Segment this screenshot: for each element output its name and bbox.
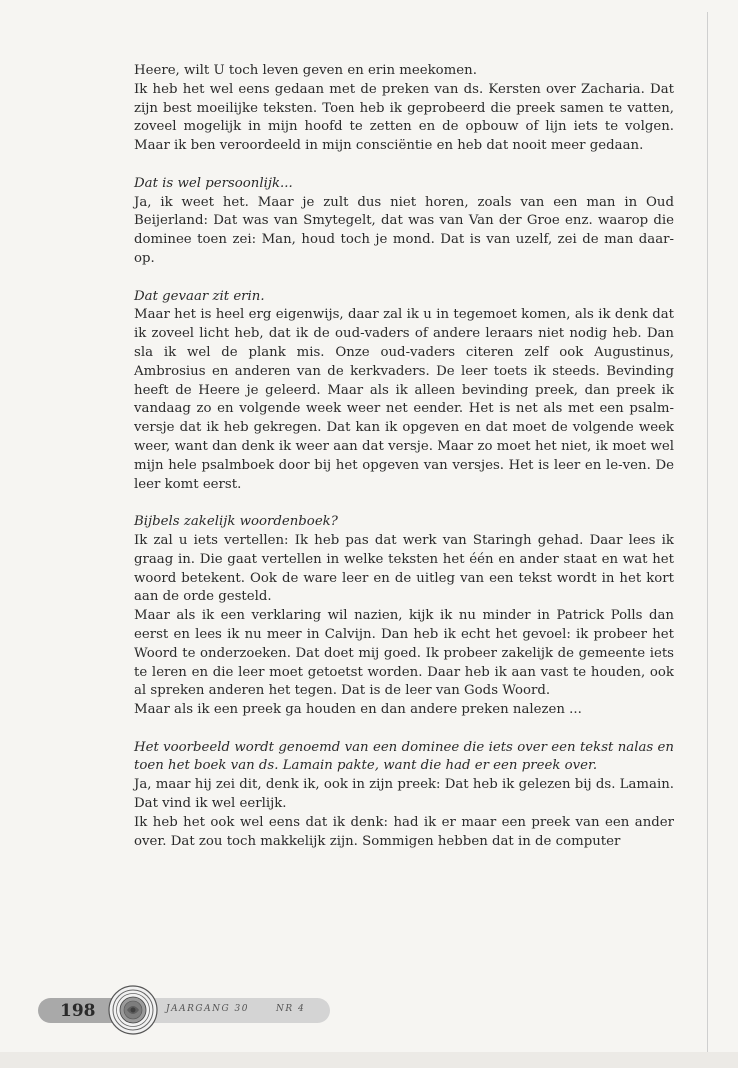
interview-answer: Maar als ik een verklaring wil nazien, kijk ik nu minder in Patrick Polls dan eerst en lees ik nu meer in Calvijn. Dan heb ik echt het gevoel: ik probeer het Woord te onderzoeken. Dat doet mij goed. Ik probeer zakelijk de gemeente iets te leren en die leer moet getoetst worden. Daar heb ik aan vast te houden, ook al spreken anderen het tegen. Dat is de leer van Gods Woord. — [134, 608, 674, 699]
interview-question: Bijbels zakelijk woordenboek? — [134, 514, 338, 530]
interview-answer: Ik zal u iets vertellen: Ik heb pas dat werk van Staringh gehad. Daar lees ik graag in. Die gaat vertellen in welke teksten het één en ander staat en wat het woord betekent. Ook de ware leer en de uitleg van een tekst wordt in het kort aan de orde gesteld. — [134, 532, 674, 605]
journal-issue-label: NR 4 — [276, 1004, 306, 1014]
interview-question: Dat is wel persoonlijk... — [134, 175, 293, 191]
interview-answer: Ja, maar hij zei dit, denk ik, ook in zijn preek: Dat heb ik gelezen bij ds. Lamain. Dat vind ik wel eerlijk. — [134, 777, 674, 812]
journal-seal-icon — [108, 985, 158, 1035]
paragraph: Ik heb het wel eens gedaan met de preken van ds. Kersten over Zacharia. Dat zijn best moeilijke teksten. Toen heb ik geprobeerd die preek samen te vatten, zoveel mogelijk in mijn hoofd te zetten en de opbouw of lijn iets te volgen. Maar ik ben veroordeeld in mijn consciëntie en heb dat nooit meer gedaan. — [134, 81, 674, 154]
journal-volume-label: JAARGANG 30 — [166, 1004, 249, 1014]
page-footer — [38, 985, 330, 1035]
interview-answer: Maar het is heel erg eigenwijs, daar zal ik u in tegemoet komen, als ik denk dat ik zoveel licht heb, dat ik de oud-vaders of andere leraars niet nodig heb. Dan sla ik wel de plank mis. Onze oud-vaders citeren zelf ook Augustinus, Ambrosius en anderen van de kerkvaders. De leer toets ik steeds. Bevinding heeft de Heere je geleerd. Maar als ik alleen bevinding preek, dan preek ik vandaag zo en volgende week weer net eender. Het is net als met een psalm-versje dat ik heb gekregen. Dat kan ik opgeven en dat moet de volgende week weer, want dan denk ik weer aan dat versje. Maar zo moet het niet, ik moet wel mijn hele psalmboek door bij het opgeven van versjes. Het is leer en le-ven. De leer komt eerst. — [134, 307, 674, 492]
interview-question: Dat gevaar zit erin. — [134, 288, 265, 304]
interview-answer: Ik heb het ook wel eens dat ik denk: had ik er maar een preek van een ander over. Dat zou toch makkelijk zijn. Sommigen hebben dat in de computer — [134, 814, 674, 849]
article-body — [134, 62, 674, 851]
page-number: 198 — [60, 1001, 96, 1021]
interview-question: Het voorbeeld wordt genoemd van een dominee die iets over een tekst nalas en toen het boek van ds. Lamain pakte, want die had er een preek over. — [134, 739, 674, 774]
interview-answer: Maar als ik een preek ga houden en dan andere preken nalezen ... — [134, 702, 582, 718]
interview-answer: Ja, ik weet het. Maar je zult dus niet horen, zoals van een man in Oud Beijerland: Dat was van Smytegelt, dat was van Van der Groe enz. waarop die dominee toen zei: Man, houd toch je mond. Dat is van uzelf, zei de man daar-op. — [134, 194, 674, 266]
paragraph: Heere, wilt U toch leven geven en erin meekomen. — [134, 63, 477, 78]
bottom-strip — [0, 1052, 738, 1068]
page-edge-line — [707, 12, 708, 1052]
